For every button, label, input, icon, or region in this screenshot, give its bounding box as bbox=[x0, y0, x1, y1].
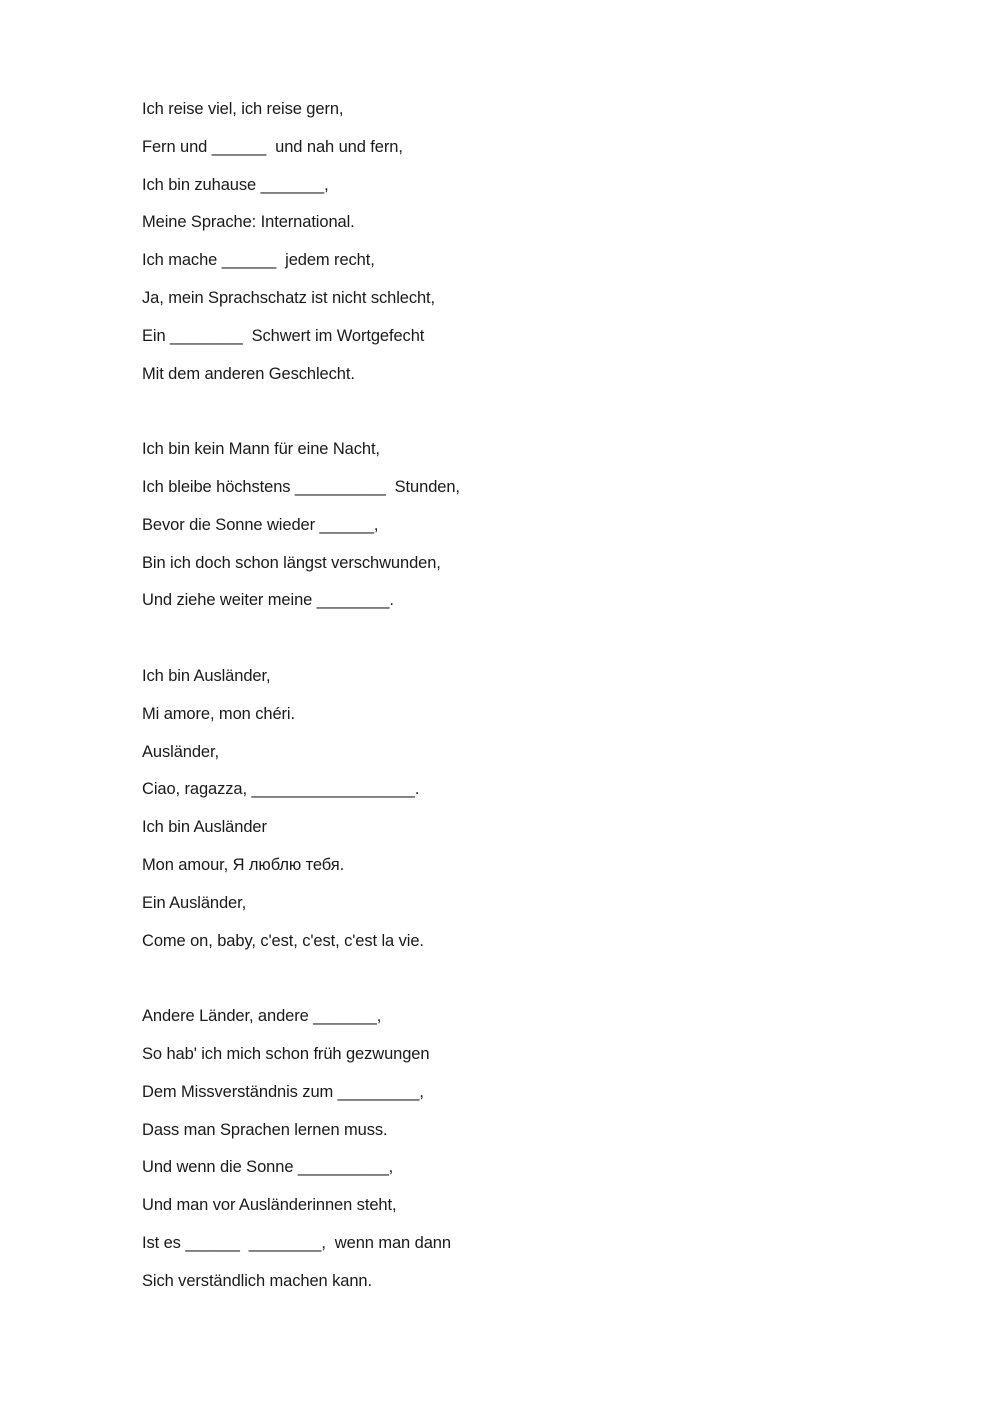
lyric-line-with-blank: Und wenn die Sonne __________, bbox=[142, 1158, 394, 1177]
lyric-line: Mit dem anderen Geschlecht. bbox=[142, 364, 355, 383]
lyric-line-with-blank: Ich bin zuhause _______, bbox=[142, 175, 329, 194]
lyric-line: So hab' ich mich schon früh gezwungen bbox=[142, 1044, 430, 1063]
lyric-line: Ich bin Ausländer bbox=[142, 818, 267, 837]
lyric-line-with-blank: Fern und ______ und nah und fern, bbox=[142, 137, 403, 156]
stanza-1 bbox=[142, 91, 902, 393]
lyric-line: Mon amour, Я люблю тебя. bbox=[142, 855, 345, 874]
lyric-line: Und man vor Ausländerinnen steht, bbox=[142, 1196, 397, 1215]
stanza-spacer bbox=[142, 620, 902, 658]
lyric-line: Sich verständlich machen kann. bbox=[142, 1271, 372, 1290]
lyric-line: Ein Ausländer, bbox=[142, 893, 247, 912]
lyric-line: Ich reise viel, ich reise gern, bbox=[142, 100, 344, 118]
lyric-line-with-blank: Ist es ______ ________, wenn man dann bbox=[142, 1233, 451, 1252]
stanza-spacer bbox=[142, 393, 902, 431]
lyric-line: Come on, baby, c'est, c'est, c'est la vie. bbox=[142, 931, 424, 950]
lyric-line-with-blank: Ich mache ______ jedem recht, bbox=[142, 251, 375, 270]
song-lyrics bbox=[142, 91, 902, 1301]
lyric-line: Ja, mein Sprachschatz ist nicht schlecht, bbox=[142, 288, 436, 307]
lyric-line-with-blank: Ein ________ Schwert im Wortgefecht bbox=[142, 326, 425, 345]
lyric-line-with-blank: Bevor die Sonne wieder ______, bbox=[142, 515, 379, 534]
lyric-line: Ausländer, bbox=[142, 742, 219, 761]
lyric-line: Dass man Sprachen lernen muss. bbox=[142, 1120, 388, 1139]
lyric-line: Ich bin kein Mann für eine Nacht, bbox=[142, 440, 380, 459]
stanza-4 bbox=[142, 998, 902, 1300]
lyric-line-with-blank: Dem Missverständnis zum _________, bbox=[142, 1082, 424, 1101]
lyric-line-with-blank: Ciao, ragazza, __________________. bbox=[142, 780, 420, 799]
lyric-line: Bin ich doch schon längst verschwunden, bbox=[142, 553, 441, 572]
lyric-line-with-blank: Ich bleibe höchstens __________ Stunden, bbox=[142, 477, 460, 496]
stanza-3 bbox=[142, 658, 902, 960]
lyric-line: Meine Sprache: International. bbox=[142, 213, 355, 232]
lyric-line: Ich bin Ausländer, bbox=[142, 666, 271, 685]
stanza-spacer bbox=[142, 960, 902, 998]
lyric-line-with-blank: Andere Länder, andere _______, bbox=[142, 1007, 382, 1026]
lyric-line-with-blank: Und ziehe weiter meine ________. bbox=[142, 591, 394, 610]
stanza-2 bbox=[142, 431, 902, 620]
lyric-line: Mi amore, mon chéri. bbox=[142, 704, 295, 723]
